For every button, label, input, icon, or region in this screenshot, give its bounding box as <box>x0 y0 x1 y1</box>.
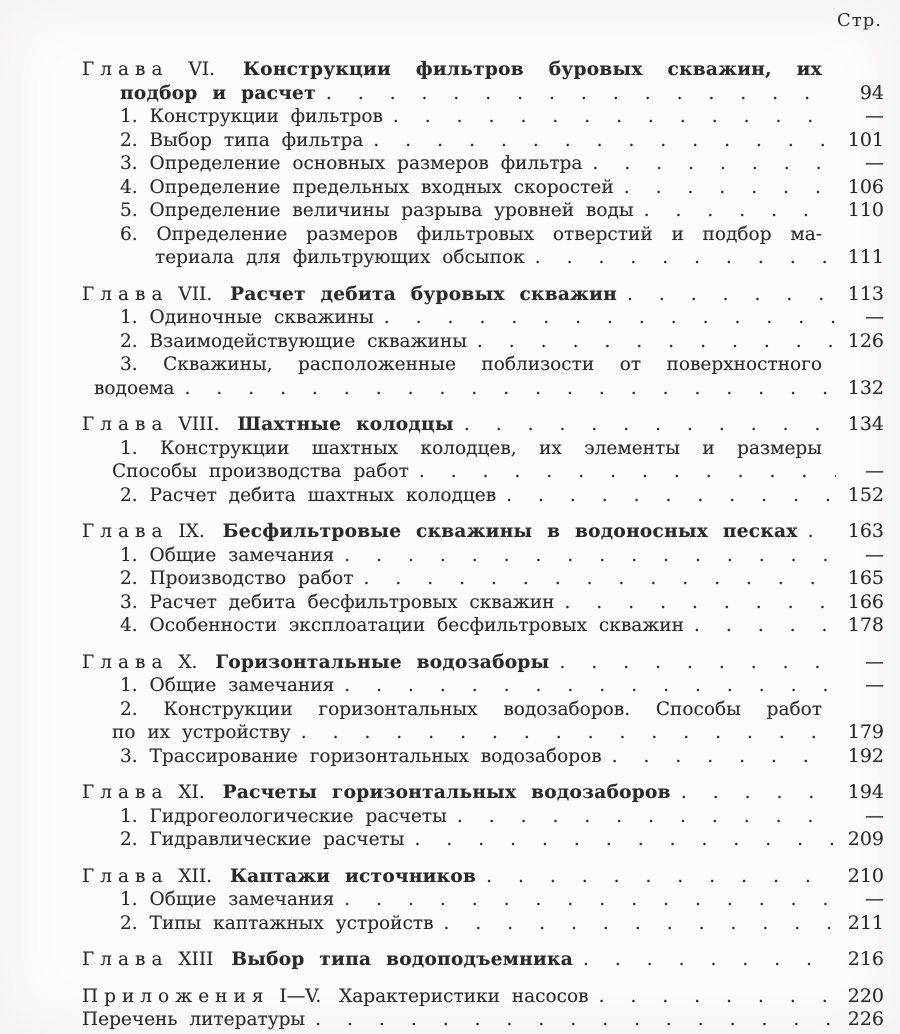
item-number: 3. <box>120 745 138 767</box>
entry-text-group <box>120 438 822 459</box>
item-number: 2. <box>120 330 138 352</box>
entry-title: Конструкции шахтных колодцев, их элементы и размеры <box>160 437 822 459</box>
item-number: 3. <box>120 591 138 613</box>
page-number: 166 <box>847 590 884 613</box>
page-number: 152 <box>847 483 884 506</box>
page-number: 192 <box>847 744 884 767</box>
chapter-number: VIII. <box>178 414 220 435</box>
page-number: 209 <box>847 828 884 850</box>
dot-leader <box>305 1008 836 1032</box>
entry-text-group <box>94 377 174 401</box>
toc-line <box>82 82 884 106</box>
dot-leader <box>582 152 836 176</box>
entry-text-group <box>120 354 822 375</box>
item-number: 5. <box>120 200 138 221</box>
entry-text-group <box>120 152 582 176</box>
item-number: 2. <box>120 484 138 506</box>
entry-text-group <box>120 614 684 638</box>
entry-title: Расчет дебита бесфильтровых скважин <box>149 591 555 613</box>
dot-leader <box>573 948 836 972</box>
toc-line <box>82 413 884 437</box>
toc-line <box>82 985 884 1009</box>
entry-title: Гидравлические расчеты <box>149 829 405 850</box>
entry-text-group <box>112 721 291 745</box>
dot-leader <box>334 888 836 912</box>
page-number: 134 <box>847 413 884 435</box>
item-number: 1. <box>120 437 138 459</box>
page-number: 113 <box>847 282 884 305</box>
item-number: 1. <box>120 805 138 827</box>
page-number: — <box>865 650 884 673</box>
entry-title: Определение предельных входных скоростей <box>149 176 614 198</box>
item-number: 1. <box>120 544 138 566</box>
page-number: — <box>865 888 884 910</box>
chapter-number: IX. <box>178 521 205 542</box>
dot-leader <box>634 199 836 223</box>
entry-text-group <box>120 129 363 153</box>
page-number: — <box>865 674 884 696</box>
page-number: 216 <box>847 948 884 970</box>
toc-line <box>82 223 884 247</box>
entry-title: Конструкции горизонтальных водозаборов. Способы работ <box>163 698 822 720</box>
dot-leader <box>454 413 836 437</box>
entry-text-group <box>120 176 614 200</box>
page-column-header-label: Стр. <box>837 10 882 31</box>
toc-line <box>82 948 884 972</box>
item-number: 2. <box>120 912 138 934</box>
item-number: 3. <box>120 153 138 174</box>
entry-title: Способы производства работ <box>112 461 409 482</box>
toc-line <box>82 651 884 675</box>
toc-line <box>82 614 884 638</box>
dot-leader <box>467 330 836 354</box>
entry-text-group <box>120 888 334 912</box>
toc-line <box>82 460 884 484</box>
entry-title: Расчеты горизонтальных водозаборов <box>222 782 671 803</box>
item-number: 1. <box>120 106 138 127</box>
dot-leader <box>671 781 836 805</box>
entry-title: Бесфильтровые скважины в водоносных песках <box>222 521 798 542</box>
item-number: 4. <box>120 176 138 198</box>
toc-line <box>82 437 884 461</box>
entry-text-group <box>82 413 454 437</box>
chapter-number: XII. <box>178 865 213 887</box>
entry-text-group <box>120 484 496 508</box>
entry-title: Выбор типа водоподъемника <box>231 949 573 970</box>
chapter-number: X. <box>178 651 198 673</box>
page-number: — <box>865 105 884 127</box>
chapter-number: XIII <box>178 949 214 970</box>
entry-text-group <box>120 199 634 223</box>
entry-text-group <box>120 745 602 769</box>
dot-leader <box>334 544 836 568</box>
entry-text-group <box>120 805 447 829</box>
toc-line <box>82 520 884 544</box>
entry-text-group <box>120 82 316 106</box>
page-number: 211 <box>847 911 884 934</box>
chapter-label: Глава <box>82 865 169 887</box>
page-number: 132 <box>847 376 884 399</box>
chapter-label: Глава <box>82 59 169 80</box>
toc-line <box>82 246 884 270</box>
entry-text-group <box>120 674 334 698</box>
chapter-label: Глава <box>82 283 169 305</box>
toc-line <box>82 698 884 722</box>
entry-title: Особенности эксплоатации бесфильтровых скважин <box>149 615 684 636</box>
entry-title: Определение величины разрыва уровней воды <box>149 200 634 221</box>
entry-title: по их устройству <box>112 722 291 743</box>
toc-line <box>82 912 884 936</box>
entry-text-group <box>82 781 671 805</box>
item-number: 2. <box>120 129 138 151</box>
entry-text-group <box>120 105 383 129</box>
toc-line <box>82 129 884 153</box>
entry-text-group <box>120 591 554 615</box>
page-number: 111 <box>847 246 884 268</box>
entry-title: Конструкции фильтров буровых скважин, их <box>243 59 823 80</box>
dot-leader <box>614 176 836 200</box>
chapter-label: Глава <box>82 414 169 435</box>
toc-line <box>82 199 884 223</box>
entry-title: териала для фильтрующих обсыпок <box>155 247 525 268</box>
page-number: 179 <box>847 721 884 743</box>
page-number: — <box>865 460 884 482</box>
entry-title: Общие замечания <box>149 544 335 566</box>
dot-leader <box>363 129 836 153</box>
dot-leader <box>798 520 836 544</box>
dot-leader <box>684 614 836 638</box>
item-number: 1. <box>120 889 138 910</box>
entry-title: Перечень литературы <box>82 1009 306 1030</box>
entry-title: Расчет дебита шахтных колодцев <box>149 484 497 506</box>
dot-leader <box>554 591 836 615</box>
toc-line <box>82 544 884 568</box>
item-number: 2. <box>120 568 138 589</box>
entry-title: Определение основных размеров фильтра <box>149 153 583 174</box>
toc-line <box>82 152 884 176</box>
entry-text-group <box>120 544 334 568</box>
dot-leader <box>617 283 836 307</box>
toc-line <box>82 865 884 889</box>
entry-title: Шахтные колодцы <box>237 414 454 435</box>
entry-title: Гидрогеологические расчеты <box>149 805 447 827</box>
entry-text-group <box>82 948 573 972</box>
entry-title: Скважины, расположенные поблизости от поверхностного <box>163 354 822 375</box>
toc-line <box>82 377 884 401</box>
dot-leader <box>525 246 836 270</box>
item-number: 1. <box>120 675 138 696</box>
dot-leader <box>405 828 836 852</box>
entry-title: Определение размеров фильтровых отверстий и подбор ма- <box>156 223 822 245</box>
chapter-label: Приложения <box>82 985 270 1007</box>
page-number: 106 <box>847 175 884 198</box>
page-number: — <box>865 804 884 827</box>
page-number: — <box>865 306 884 328</box>
page-number: 194 <box>847 781 884 803</box>
dot-leader <box>434 912 836 936</box>
page-number: 94 <box>859 81 884 104</box>
entry-text-group <box>82 59 822 80</box>
chapter-number: I—V. <box>279 985 322 1007</box>
page-number: — <box>865 543 884 566</box>
toc-line <box>82 58 884 82</box>
dot-leader <box>476 865 836 889</box>
entry-text-group <box>82 283 617 307</box>
entry-title: Взаимодействующие скважины <box>149 330 467 352</box>
chapter-label: Глава <box>82 651 169 673</box>
page-number: 165 <box>847 567 884 589</box>
chapter-label: Глава <box>82 782 169 803</box>
dot-leader <box>174 377 836 401</box>
entry-text-group <box>82 865 476 889</box>
page-number: 163 <box>847 520 884 542</box>
page-number: 226 <box>847 1008 884 1030</box>
entry-text-group <box>112 460 409 484</box>
chapter-label: Глава <box>82 521 169 542</box>
toc-line <box>82 330 884 354</box>
item-number: 6. <box>120 223 138 245</box>
entry-text-group <box>82 985 589 1009</box>
entry-title: Трассирование горизонтальных водозаборов <box>149 745 602 767</box>
page-number: 178 <box>847 614 884 636</box>
entry-text-group <box>120 828 405 852</box>
entry-title: подбор и расчет <box>120 82 316 104</box>
chapter-label: Глава <box>82 949 169 970</box>
dot-leader <box>291 721 836 745</box>
entry-text-group <box>120 224 822 245</box>
toc-line <box>82 567 884 591</box>
toc-line <box>82 721 884 745</box>
dot-leader <box>409 460 836 484</box>
entry-text-group <box>120 330 467 354</box>
entry-text-group <box>120 567 353 591</box>
toc-line <box>82 484 884 508</box>
toc-line <box>82 674 884 698</box>
chapter-number: VII. <box>178 283 213 305</box>
page-number: 210 <box>847 864 884 887</box>
toc-line <box>82 781 884 805</box>
entry-title: Одиночные скважины <box>149 307 374 328</box>
item-number: 2. <box>120 829 138 850</box>
dot-leader <box>589 985 836 1009</box>
chapter-number: XI. <box>178 782 205 803</box>
dot-leader <box>549 651 836 675</box>
dot-leader <box>374 306 836 330</box>
entry-text-group <box>155 246 525 270</box>
toc-line <box>82 745 884 769</box>
page-number: 126 <box>847 329 884 352</box>
entry-text-group <box>120 699 822 720</box>
item-number: 1. <box>120 307 138 328</box>
page-number: 101 <box>847 128 884 151</box>
entry-title: Общие замечания <box>149 675 335 696</box>
toc-line <box>82 828 884 852</box>
entry-title: Расчет дебита буровых скважин <box>230 283 617 305</box>
page-number: 110 <box>847 199 884 221</box>
page-number: — <box>865 152 884 174</box>
toc-line <box>82 105 884 129</box>
entry-text-group <box>120 306 374 330</box>
toc-line <box>82 353 884 377</box>
page-column-header <box>82 10 884 32</box>
dot-leader <box>353 567 836 591</box>
entry-title: Конструкции фильтров <box>149 106 383 127</box>
entry-text-group <box>82 520 798 544</box>
dot-leader <box>496 484 836 508</box>
entry-title: Каптажи источников <box>229 865 477 887</box>
entry-title: водоема <box>94 377 175 399</box>
dot-leader <box>316 82 836 106</box>
item-number: 3. <box>120 354 138 375</box>
toc-line <box>82 888 884 912</box>
dot-leader <box>447 805 836 829</box>
item-number: 4. <box>120 615 138 636</box>
entry-text-group <box>82 1008 305 1032</box>
page-number: 220 <box>847 984 884 1007</box>
dot-leader <box>383 105 836 129</box>
chapter-number: VI. <box>188 59 216 80</box>
toc-line <box>82 306 884 330</box>
toc-line <box>82 176 884 200</box>
toc-line <box>82 591 884 615</box>
toc <box>82 58 884 1032</box>
entry-text-group <box>120 912 434 936</box>
item-number: 2. <box>120 698 138 720</box>
dot-leader <box>602 745 836 769</box>
dot-leader <box>334 674 836 698</box>
entry-title: Выбор типа фильтра <box>149 129 364 151</box>
toc-line <box>82 283 884 307</box>
entry-text-group <box>82 651 549 675</box>
entry-title: Характеристики насосов <box>339 985 589 1007</box>
toc-line <box>82 805 884 829</box>
entry-title: Общие замечания <box>149 889 335 910</box>
entry-title: Горизонтальные водозаборы <box>215 651 550 673</box>
entry-title: Типы каптажных устройств <box>149 912 434 934</box>
toc-line <box>82 1008 884 1032</box>
entry-title: Производство работ <box>149 568 354 589</box>
